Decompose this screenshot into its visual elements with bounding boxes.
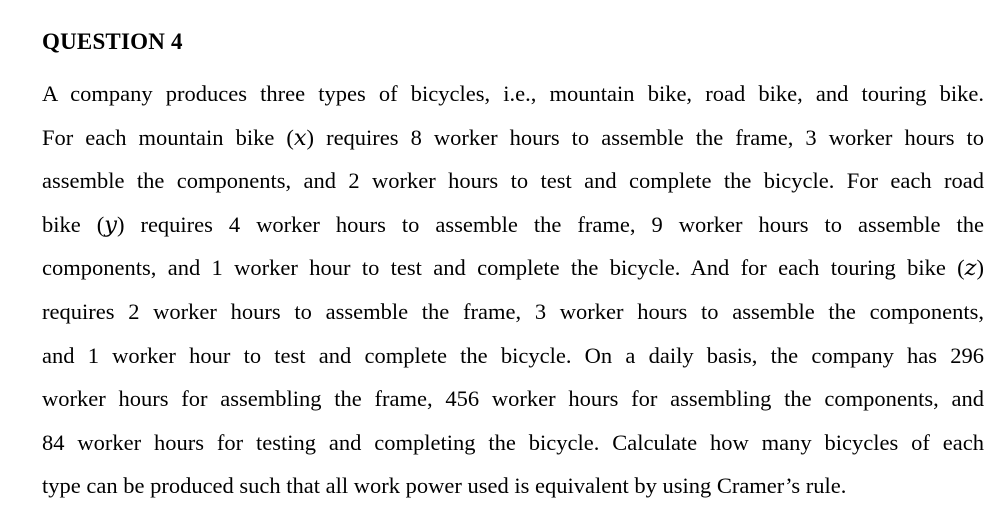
question-line-7: and 1 worker hour to test and complete the bicycle. On a daily basis, the company has 296: [42, 342, 984, 368]
question-line-9: 84 worker hours for testing and completing the bicycle. Calculate how many bicycles of each: [42, 429, 984, 455]
question-block: [42, 12, 984, 508]
question-line-1: A company produces three types of bicycles, i.e., mountain bike, road bike, and touring bike.: [42, 81, 984, 106]
question-line-2: For each mountain bike (𝑥) requires 8 worker hours to assemble the frame, 3 worker hours to: [42, 124, 984, 150]
question-line-4: bike (𝑦) requires 4 worker hours to assemble the frame, 9 worker hours to assemble the: [42, 211, 984, 237]
question-title: QUESTION 4: [42, 29, 183, 54]
question-text: [42, 72, 984, 508]
question-line-8: worker hours for assembling the frame, 456 worker hours for assembling the components, and: [42, 386, 984, 412]
question-line-3: assemble the components, and 2 worker hours to test and complete the bicycle. For each road: [42, 168, 984, 194]
question-line-6: requires 2 worker hours to assemble the frame, 3 worker hours to assemble the components,: [42, 298, 984, 324]
question-line-10: type can be produced such that all work power used is equivalent by using Cramer’s rule.: [42, 473, 847, 499]
question-line-5: components, and 1 worker hour to test and complete the bicycle. And for each touring bike (𝑧): [42, 255, 984, 281]
